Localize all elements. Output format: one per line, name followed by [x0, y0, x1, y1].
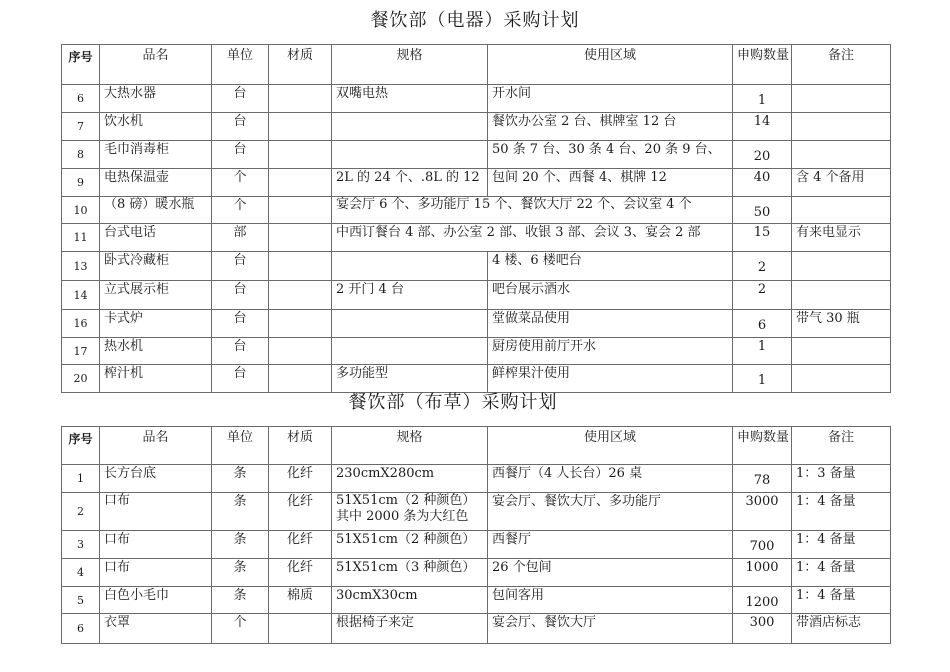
cell-name: 卧式冷藏柜 — [100, 252, 212, 281]
cell-unit: 台 — [212, 365, 269, 393]
cell-name: 毛巾消毒柜 — [100, 141, 212, 169]
cell-note — [792, 252, 891, 281]
cell-note — [792, 197, 891, 224]
cell-unit: 条 — [212, 493, 269, 531]
cell-qty: 1000 — [733, 559, 792, 587]
cell-qty: 300 — [733, 614, 792, 644]
cell-no: 8 — [62, 141, 100, 169]
cell-area: 厨房使用前厅开水 — [488, 338, 733, 365]
header-unit: 单位 — [212, 45, 269, 85]
cell-name: 榨汁机 — [100, 365, 212, 393]
cell-qty: 700 — [733, 531, 792, 559]
table-row — [62, 252, 891, 281]
cell-note — [792, 141, 891, 169]
header-unit: 单位 — [212, 427, 269, 465]
cell-name: 卡式炉 — [100, 310, 212, 338]
cell-material: 棉质 — [269, 587, 332, 614]
cell-name: 饮水机 — [100, 113, 212, 141]
cell-note: 1：4 备量 — [792, 531, 891, 559]
header-note: 备注 — [792, 427, 891, 465]
header-spec: 规格 — [332, 427, 488, 465]
cell-spec: 2L 的 24 个、.8L 的 12 — [332, 169, 488, 197]
cell-material — [269, 614, 332, 644]
cell-no: 11 — [62, 224, 100, 252]
cell-no: 3 — [62, 531, 100, 559]
header-no: 序号 — [62, 427, 100, 465]
cell-unit: 个 — [212, 614, 269, 644]
cell-note — [792, 113, 891, 141]
table-row — [62, 338, 891, 365]
cell-unit: 条 — [212, 559, 269, 587]
table-row — [62, 365, 891, 393]
cell-no: 4 — [62, 559, 100, 587]
cell-unit: 条 — [212, 587, 269, 614]
cell-unit: 台 — [212, 85, 269, 113]
cell-name: 热水机 — [100, 338, 212, 365]
cell-unit: 条 — [212, 465, 269, 493]
cell-qty: 15 — [733, 224, 792, 252]
cell-note: 1：4 备量 — [792, 559, 891, 587]
cell-no: 10 — [62, 197, 100, 224]
cell-material: 化纤 — [269, 493, 332, 531]
cell-material — [269, 197, 332, 224]
cell-qty: 20 — [733, 141, 792, 169]
cell-area: 包间客用 — [488, 587, 733, 614]
cell-material: 化纤 — [269, 465, 332, 493]
cell-no: 16 — [62, 310, 100, 338]
cell-area: 50 条 7 台、30 条 4 台、20 条 9 台、 — [488, 141, 733, 169]
cell-unit: 部 — [212, 224, 269, 252]
cell-area: 宴会厅、餐饮大厅、多功能厅 — [488, 493, 733, 531]
cell-area: 宴会厅、餐饮大厅 — [488, 614, 733, 644]
cell-no: 14 — [62, 281, 100, 310]
cell-area: 堂做菜品使用 — [488, 310, 733, 338]
cell-qty: 40 — [733, 169, 792, 197]
header-qty: 申购数量 — [733, 427, 792, 465]
cell-no: 5 — [62, 587, 100, 614]
header-area: 使用区域 — [488, 45, 733, 85]
cell-material — [269, 338, 332, 365]
cell-spec: 2 开门 4 台 — [332, 281, 488, 310]
cell-unit: 个 — [212, 169, 269, 197]
cell-unit: 台 — [212, 338, 269, 365]
table-row — [62, 224, 891, 252]
cell-material — [269, 310, 332, 338]
cell-name: 口布 — [100, 559, 212, 587]
cell-qty: 2 — [733, 281, 792, 310]
cell-note: 1：4 备量 — [792, 587, 891, 614]
header-no: 序号 — [62, 45, 100, 85]
cell-qty: 1 — [733, 85, 792, 113]
cell-name: 口布 — [100, 493, 212, 531]
electrical-plan-table — [61, 44, 891, 393]
cell-area: 西餐厅（4 人长台）26 桌 — [488, 465, 733, 493]
header-material: 材质 — [269, 45, 332, 85]
cell-spec: 多功能型 — [332, 365, 488, 393]
cell-unit: 台 — [212, 281, 269, 310]
table-row — [62, 531, 891, 559]
table-row — [62, 85, 891, 113]
table-row — [62, 113, 891, 141]
cell-material: 化纤 — [269, 559, 332, 587]
cell-qty: 6 — [733, 310, 792, 338]
cell-unit: 台 — [212, 310, 269, 338]
cell-spec — [332, 338, 488, 365]
cell-no: 9 — [62, 169, 100, 197]
cell-qty: 14 — [733, 113, 792, 141]
cell-name: 衣罩 — [100, 614, 212, 644]
cell-area: 26 个包间 — [488, 559, 733, 587]
cell-unit: 台 — [212, 113, 269, 141]
cell-spec: 双嘴电热 — [332, 85, 488, 113]
cell-name: 白色小毛巾 — [100, 587, 212, 614]
cell-note: 1：3 备量 — [792, 465, 891, 493]
table-row — [62, 465, 891, 493]
cell-no: 20 — [62, 365, 100, 393]
cell-name: 大热水器 — [100, 85, 212, 113]
cell-qty: 3000 — [733, 493, 792, 531]
cell-spec: 根据椅子来定 — [332, 614, 488, 644]
cell-area: 包间 20 个、西餐 4、棋牌 12 — [488, 169, 733, 197]
cell-no: 13 — [62, 252, 100, 281]
cell-material: 化纤 — [269, 531, 332, 559]
cell-name: （8 磅）暖水瓶 — [100, 197, 212, 224]
cell-material — [269, 365, 332, 393]
cell-spec: 51X51cm（2 种颜色） — [332, 531, 488, 559]
header-name: 品名 — [100, 427, 212, 465]
cell-spec: 230cmX280cm — [332, 465, 488, 493]
electrical-plan-title: 餐饮部（电器）采购计划 — [370, 10, 580, 31]
header-qty: 申购数量 — [733, 45, 792, 85]
cell-note — [792, 281, 891, 310]
cell-no: 2 — [62, 493, 100, 531]
cell-spec: 中西订餐台 4 部、办公室 2 部、收银 3 部、会议 3、宴会 2 部 — [332, 224, 733, 252]
cell-note: 带气 30 瓶 — [792, 310, 891, 338]
cell-note: 带酒店标志 — [792, 614, 891, 644]
cell-spec: 51X51cm（3 种颜色） — [332, 559, 488, 587]
cell-unit: 台 — [212, 252, 269, 281]
cell-unit: 条 — [212, 531, 269, 559]
cell-material — [269, 113, 332, 141]
cell-spec — [332, 252, 488, 281]
cell-qty: 1200 — [733, 587, 792, 614]
table-row — [62, 493, 891, 531]
cell-material — [269, 252, 332, 281]
cell-spec — [332, 141, 488, 169]
table-header-row — [62, 427, 891, 465]
cell-spec: 宴会厅 6 个、多功能厅 15 个、餐饮大厅 22 个、会议室 4 个 — [332, 197, 733, 224]
cell-no: 6 — [62, 614, 100, 644]
cell-qty: 1 — [733, 338, 792, 365]
cell-qty: 1 — [733, 365, 792, 393]
cell-note — [792, 85, 891, 113]
cell-material — [269, 281, 332, 310]
table-row — [62, 310, 891, 338]
cell-name: 长方台底 — [100, 465, 212, 493]
cell-no: 7 — [62, 113, 100, 141]
header-name: 品名 — [100, 45, 212, 85]
table-row — [62, 169, 891, 197]
header-area: 使用区域 — [488, 427, 733, 465]
cell-material — [269, 169, 332, 197]
cell-area: 开水间 — [488, 85, 733, 113]
cell-name: 口布 — [100, 531, 212, 559]
cell-spec — [332, 310, 488, 338]
cell-name: 立式展示柜 — [100, 281, 212, 310]
cell-name: 电热保温壶 — [100, 169, 212, 197]
cell-area: 4 楼、6 楼吧台 — [488, 252, 733, 281]
table-row — [62, 281, 891, 310]
linen-plan-table — [61, 426, 891, 644]
cell-spec: 30cmX30cm — [332, 587, 488, 614]
cell-name: 台式电话 — [100, 224, 212, 252]
table-row — [62, 559, 891, 587]
cell-qty: 50 — [733, 197, 792, 224]
cell-area: 吧台展示酒水 — [488, 281, 733, 310]
linen-plan-title: 餐饮部（布草）采购计划 — [348, 392, 558, 413]
table-row — [62, 197, 891, 224]
cell-area: 西餐厅 — [488, 531, 733, 559]
header-note: 备注 — [792, 45, 891, 85]
header-spec: 规格 — [332, 45, 488, 85]
table-row — [62, 587, 891, 614]
cell-area: 餐饮办公室 2 台、棋牌室 12 台 — [488, 113, 733, 141]
cell-no: 17 — [62, 338, 100, 365]
cell-material — [269, 224, 332, 252]
table-row — [62, 141, 891, 169]
cell-material — [269, 85, 332, 113]
header-material: 材质 — [269, 427, 332, 465]
cell-note — [792, 365, 891, 393]
cell-spec: 51X51cm（2 种颜色）其中 2000 条为大红色 — [332, 493, 488, 531]
cell-unit: 个 — [212, 197, 269, 224]
cell-note: 1：4 备量 — [792, 493, 891, 531]
cell-qty: 2 — [733, 252, 792, 281]
cell-note: 含 4 个备用 — [792, 169, 891, 197]
cell-area: 鲜榨果汁使用 — [488, 365, 733, 393]
table-row — [62, 614, 891, 644]
cell-unit: 台 — [212, 141, 269, 169]
cell-no: 6 — [62, 85, 100, 113]
table-header-row — [62, 45, 891, 85]
cell-qty: 78 — [733, 465, 792, 493]
cell-material — [269, 141, 332, 169]
cell-note — [792, 338, 891, 365]
cell-note: 有来电显示 — [792, 224, 891, 252]
cell-spec — [332, 113, 488, 141]
cell-no: 1 — [62, 465, 100, 493]
